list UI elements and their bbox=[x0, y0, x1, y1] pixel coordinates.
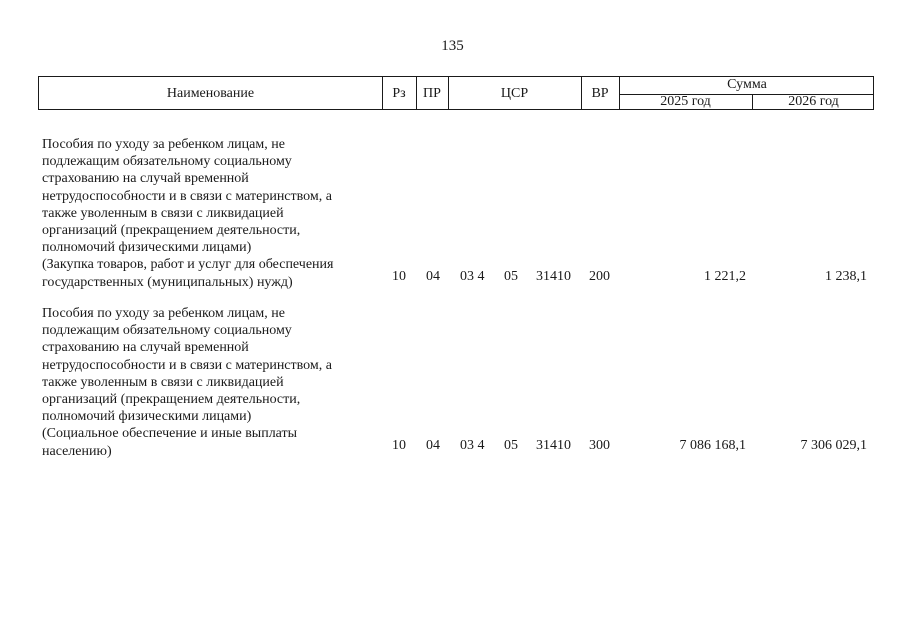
row-csr-direction: 31410 bbox=[536, 269, 571, 284]
col-header-vr: ВР bbox=[591, 86, 609, 101]
row-csr-subprogram: 05 bbox=[504, 438, 518, 453]
row-name-line: (Закупка товаров, работ и услуг для обеспечения bbox=[42, 257, 334, 273]
row-sum-2025: 7 086 168,1 bbox=[679, 438, 746, 453]
row-name-line: населению) bbox=[42, 443, 112, 459]
row-name-line: Пособия по уходу за ребенком лицам, не bbox=[42, 137, 285, 152]
col-header-name: Наименование bbox=[166, 86, 255, 101]
row-name-line: страхованию на случай временной bbox=[42, 340, 249, 356]
row-pr: 04 bbox=[426, 269, 440, 284]
row-name-line: страхованию на случай временной bbox=[42, 171, 249, 187]
col-header-rz: Рз bbox=[392, 86, 406, 101]
row-sum-2026: 1 238,1 bbox=[825, 269, 867, 284]
row-vr: 300 bbox=[589, 438, 610, 453]
row-csr-program: 03 4 bbox=[460, 438, 485, 453]
row-name-line: также уволенным в связи с ликвидацией bbox=[42, 374, 284, 390]
row-name-line: подлежащим обязательному социальному bbox=[42, 323, 292, 339]
row-name bbox=[42, 136, 382, 291]
row-name bbox=[42, 305, 382, 460]
col-header-2025: 2025 год bbox=[660, 94, 711, 109]
row-name-line: полномочий физическими лицами) bbox=[42, 409, 252, 425]
row-csr-program: 03 4 bbox=[460, 269, 485, 284]
row-sum-2026: 7 306 029,1 bbox=[800, 438, 867, 453]
row-name-line: нетрудоспособности и в связи с материнством, а bbox=[42, 357, 332, 373]
row-csr-subprogram: 05 bbox=[504, 269, 518, 284]
page-number: 135 bbox=[441, 38, 464, 54]
row-name-line: организаций (прекращением деятельности, bbox=[42, 392, 301, 408]
row-name-line: организаций (прекращением деятельности, bbox=[42, 223, 301, 239]
row-name-line: также уволенным в связи с ликвидацией bbox=[42, 205, 284, 221]
col-header-pr: ПР bbox=[423, 86, 441, 101]
col-header-csr: ЦСР bbox=[500, 86, 529, 101]
row-name-line: подлежащим обязательному социальному bbox=[42, 154, 292, 170]
table-header bbox=[38, 76, 874, 110]
row-vr: 200 bbox=[589, 269, 610, 284]
col-header-sum: Сумма bbox=[727, 77, 767, 92]
row-rz: 10 bbox=[392, 269, 406, 284]
row-name-line: (Социальное обеспечение и иные выплаты bbox=[42, 426, 298, 442]
row-csr-direction: 31410 bbox=[536, 438, 571, 453]
col-header-2026: 2026 год bbox=[788, 94, 839, 109]
row-sum-2025: 1 221,2 bbox=[704, 269, 746, 284]
row-name-line: Пособия по уходу за ребенком лицам, не bbox=[42, 306, 285, 321]
row-name-line: нетрудоспособности и в связи с материнством, а bbox=[42, 188, 332, 204]
row-name-line: полномочий физическими лицами) bbox=[42, 240, 252, 256]
row-rz: 10 bbox=[392, 438, 406, 453]
row-name-line: государственных (муниципальных) нужд) bbox=[42, 274, 293, 290]
row-pr: 04 bbox=[426, 438, 440, 453]
